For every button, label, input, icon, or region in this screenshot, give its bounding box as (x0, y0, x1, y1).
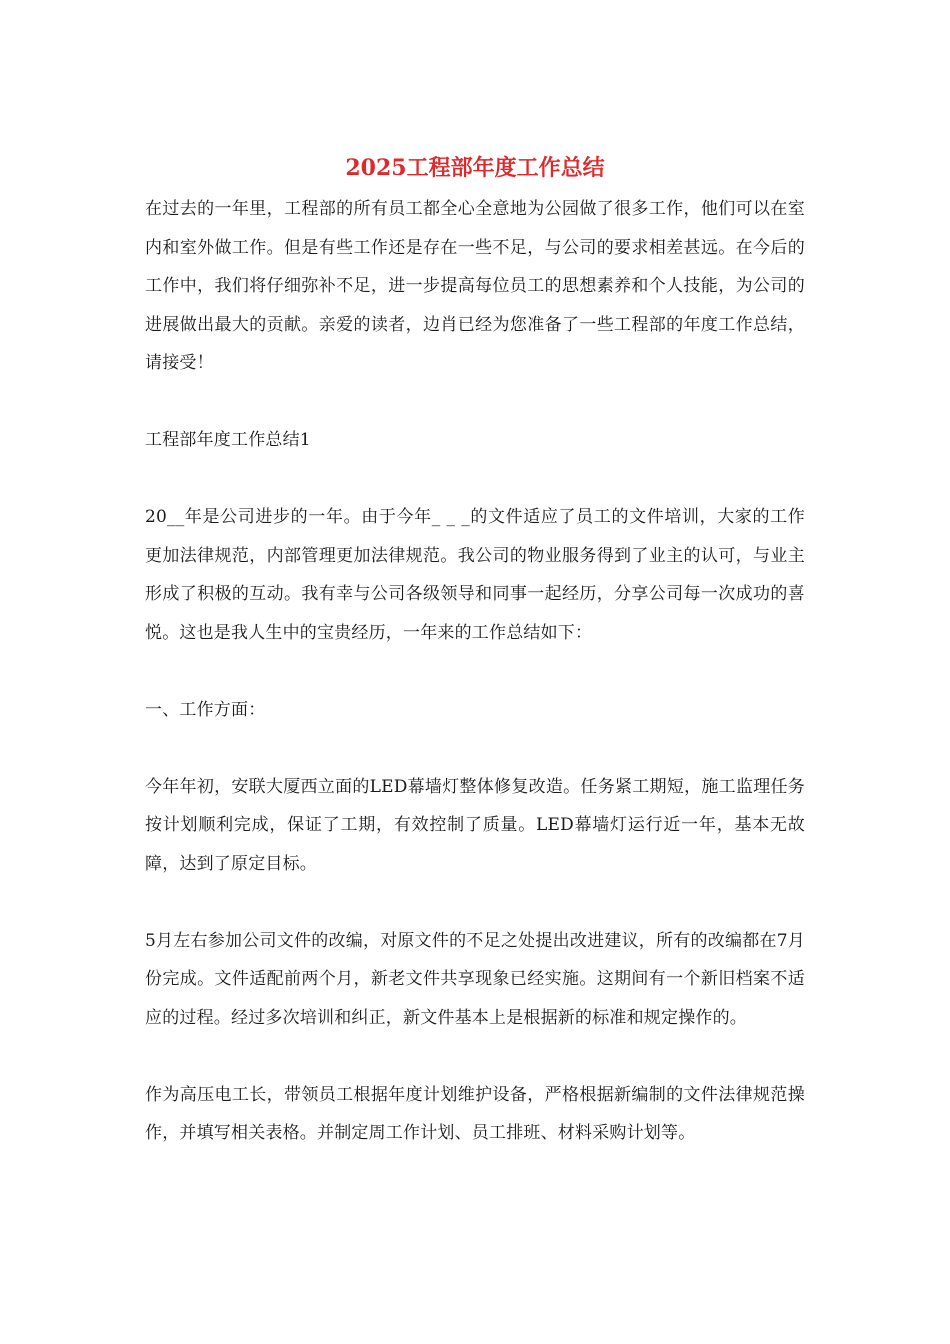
section-heading: 工程部年度工作总结1 (145, 430, 311, 450)
intro-paragraph: 在过去的一年里，工程部的所有员工都全心全意地为公园做了很多工作，他们可以在室内和室外做工作。但是有些工作还是存在一些不足，与公司的要求相差甚远。在今后的工作中，我们将仔细弥补不足，进一步提高每位员工的思想素养和个人技能，为公司的进展做出最大的贡献。亲爱的读者，边肖已经为您准备了一些工程部的年度工作总结，请接受！ (145, 199, 805, 373)
body-paragraph: 作为高压电工长，带领员工根据年度计划维护设备，严格根据新编制的文件法律规范操作，并填写相关表格。并制定周工作计划、员工排班、材料采购计划等。 (145, 1084, 805, 1143)
body-paragraph: 今年年初，安联大厦西立面的LED幕墙灯整体修复改造。任务紧工期短，施工监理任务按计划顺利完成，保证了工期，有效控制了质量。LED幕墙灯运行近一年，基本无故障，达到了原定目标。 (145, 776, 805, 874)
body-paragraph: 5月左右参加公司文件的改编，对原文件的不足之处提出改进建议，所有的改编都在7月份完成。文件适配前两个月，新老文件共享现象已经实施。这期间有一个新旧档案不适应的过程。经过多次培训和纠正，新文件基本上是根据新的标准和规定操作的。 (145, 930, 805, 1028)
body-paragraph: 20__年是公司进步的一年。由于今年_ _ _的文件适应了员工的文件培训，大家的工作更加法律规范，内部管理更加法律规范。我公司的物业服务得到了业主的认可，与业主形成了积极的互动。我有幸与公司各级领导和同事一起经历，分享公司每一次成功的喜悦。这也是我人生中的宝贵经历，一年来的工作总结如下： (145, 507, 805, 643)
document-body (145, 190, 805, 1153)
document-title: 2025工程部年度工作总结 (345, 155, 605, 181)
subsection-heading: 一、工作方面： (145, 699, 266, 720)
